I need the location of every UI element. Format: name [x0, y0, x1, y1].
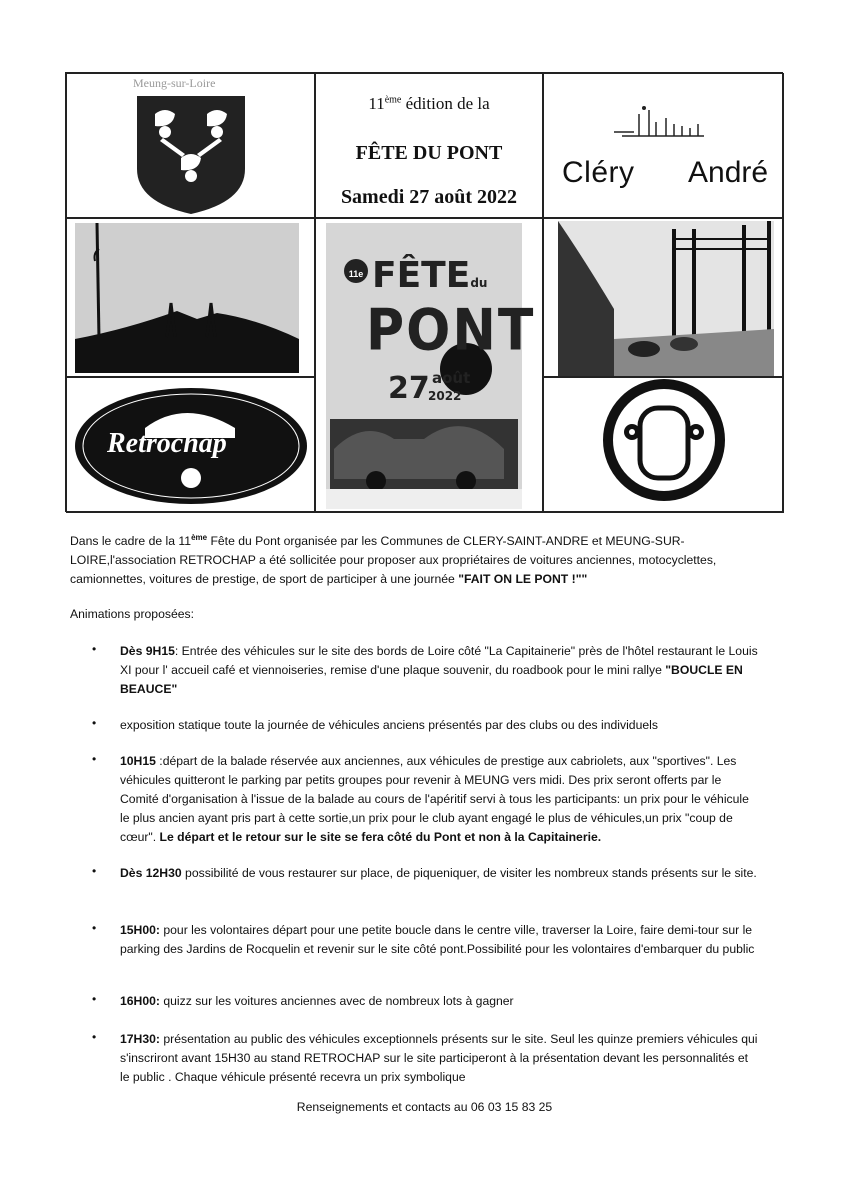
contact-footer: Renseignements et contacts au 06 03 15 83 25 — [296, 1100, 553, 1114]
bridge-photo — [543, 218, 784, 377]
bullet-icon: • — [92, 864, 97, 878]
andre-word: André — [688, 156, 769, 189]
intro-sup: ème — [191, 533, 208, 542]
retrochap-logo-cell — [66, 377, 315, 513]
bullet-icon: • — [92, 642, 97, 656]
list-item-text: exposition statique toute la journée de véhicules anciens présentés par des clubs ou des individuels — [120, 718, 658, 732]
coat-of-arms-icon — [67, 74, 315, 218]
list-item-text: pour les volontaires départ pour une petite boucle dans le centre ville, traverser la Loire, faire demi-tour sur le parking des Jardins de Rocquelin et revenir sur le site côté pont.Possibilité pour les volontaires d'embarquer du public — [120, 923, 755, 956]
clery-word: Cléry — [562, 156, 635, 189]
event-title: FÊTE DU PONT — [355, 142, 503, 164]
list-item-bold2: Le départ et le retour sur le site se fera côté du Pont et non à la Capitainerie. — [159, 830, 602, 844]
bridge-photo-icon — [544, 219, 784, 377]
poster-month: août — [432, 369, 471, 387]
header-grid — [65, 72, 783, 512]
list-item — [120, 921, 760, 959]
list-item-bold: Dès 9H15 — [120, 644, 175, 658]
edition-number: 11 — [368, 94, 385, 113]
poster-fete: FÊTE — [372, 255, 471, 296]
festival-poster — [315, 218, 543, 513]
list-item — [120, 992, 760, 1011]
event-date: Samedi 27 août 2022 — [340, 186, 518, 208]
bullet-icon: • — [92, 992, 97, 1006]
list-item-text: possibilité de vous restaurer sur place, de piqueniquer, de visiter les nombreux stands présents sur le site. — [181, 866, 757, 880]
list-item-bold: 17H30: — [120, 1032, 160, 1046]
edition-line — [316, 94, 542, 114]
poster-year: 2022 — [428, 389, 462, 403]
edition-sup: ème — [384, 94, 402, 106]
meung-logo-cell — [66, 73, 315, 218]
intro-bold: "FAIT ON LE PONT !"" — [458, 572, 588, 587]
list-item-text: présentation au public des véhicules exceptionnels présents sur le site. Seul les quinze premiers véhicules qui s'inscriront avant 15H30 au stand RETROCHAP sur le site participeront à la présentation devant les personnalités et le public . Chaque véhicule présenté recevra un prix symbolique — [120, 1032, 758, 1084]
list-item — [120, 642, 760, 699]
list-item-bold: 15H00: — [120, 923, 160, 937]
animations-heading: Animations proposées: — [70, 607, 194, 621]
poster-badge: 11e — [348, 269, 364, 279]
list-item — [120, 752, 760, 847]
list-item — [120, 716, 760, 735]
clery-logo-cell — [543, 73, 784, 218]
bullet-icon: • — [92, 716, 97, 730]
circle-logo-cell — [543, 377, 784, 513]
list-item-text: :départ de la balade réservée aux anciennes, aux véhicules de prestige aux cabriolets, aux "sportives". Les véhicules quitteront le parking par petits groupes pour revenir à MEUNG vers midi. Des prix seront offerts par le Comité d'organisation à l'issue de la balade au cours de l'apéritif servi à tous les participants: un prix pour le véhicule le plus ancien ayant pris part à cette sortie,un prix pour le club ayant engagé le plus de véhicules,un prix "coup de cœur". — [120, 754, 749, 844]
title-cell — [315, 73, 543, 218]
list-item-bold2: "BOUCLE EN BEAUCE" — [120, 663, 743, 696]
meung-logo-text: Meung-sur-Loire — [133, 76, 216, 90]
poster-line2: PONT — [366, 298, 536, 364]
edition-rest: édition de la — [401, 94, 490, 113]
poster-line1 — [372, 255, 487, 296]
intro-part-b: Fête du Pont organisée par les Communes de CLERY-SAINT-ANDRE et MEUNG-SUR-LOIRE,l'association RETROCHAP a été sollicitée pour proposer aux propriétaires de voitures anciennes, motocyclettes, camionnettes, voitures de prestige, de sport de participer à une journée — [70, 534, 717, 587]
list-item-bold: 10H15 — [120, 754, 156, 768]
bridge-silhouette-photo — [66, 218, 315, 377]
intro-paragraph — [70, 528, 769, 589]
bullet-icon: • — [92, 921, 97, 935]
list-item-bold: Dès 12H30 — [120, 866, 182, 880]
circle-emblem-icon — [544, 378, 784, 513]
list-item — [120, 1030, 760, 1087]
list-item-text: quizz sur les voitures anciennes avec de nombreux lots à gagner — [159, 994, 514, 1008]
list-item-bold: 16H00: — [120, 994, 160, 1008]
list-item — [120, 864, 760, 883]
bridge-silhouette-icon — [67, 219, 315, 377]
church-skyline-icon — [544, 74, 784, 154]
poster-day: 27 — [388, 371, 430, 406]
retrochap-text: Retrochap — [107, 428, 227, 459]
intro-part-a: Dans le cadre de la 11 — [70, 534, 192, 549]
bullet-icon: • — [92, 752, 97, 766]
list-item-text: : Entrée des véhicules sur le site des bords de Loire côté "La Capitainerie" près de l'hôtel restaurant le Louis XI pour l' accueil café et viennoiseries, remise d'une plaque souvenir, du roadbook pour le mini rallye — [120, 644, 758, 677]
poster-du: du — [470, 276, 488, 290]
bullet-icon: • — [92, 1030, 97, 1044]
